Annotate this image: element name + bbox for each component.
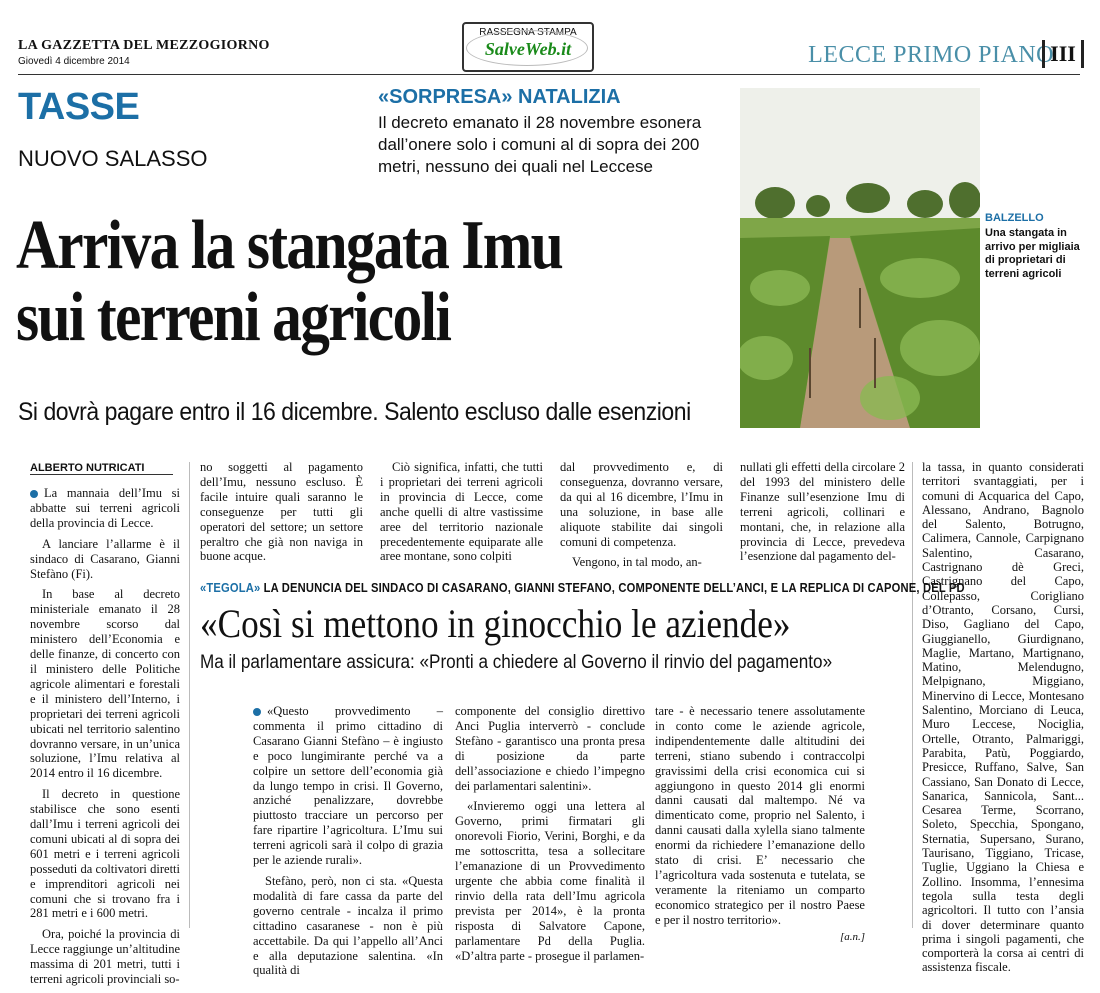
article2-paragraph: tare - è necessario tenere assolutamente in conto come le aziende agricole, indipendentemente dalle altitudini dei terreni, stiano subendo i contraccolpi gravissimi della crisi economica cui si aggiungono in questo 2014 gli enormi danni causati dal maltempo. Né va dimenticato come, proprio nel Salento, i danni causati dalla xylella siano talmente enormi da richiedere l’emanazione dello stato di crisi. E’ necessario che l’agricoltura vada sostenuta e tutelata, se veramente la riteniamo un comparto economico strategico per il nostro Paese e per il nostro territorio». [655, 704, 865, 927]
photo-caption-text: Una stangata in arrivo per migliaia di proprietari di terreni agricoli [985, 227, 1080, 280]
column-divider [189, 462, 190, 928]
article1-paragraph: dal provvedimento e, di conseguenza, dovranno versare, da qui al 16 dicembre, l’Imu in una soluzione, in base alle aliquote stabilite dai singoli comuni di competenza. [560, 460, 723, 549]
press-review-stamp [462, 22, 594, 72]
article2-paragraph [253, 704, 443, 868]
section-title: LECCE PRIMO PIANO [808, 42, 1054, 68]
page-number: III [1042, 40, 1084, 68]
article2-column-2 [455, 704, 645, 969]
article1-paragraph: Il decreto in questione stabilisce che sono esenti dall’Imu i terreni agricoli dei comuni ubicati al di sopra dei 601 metri e i terreni agricoli posseduti da coltivatori diretti e imprenditori agricoli nei comuni che si trovano fra i 281 metri e i 600 metri. [30, 787, 180, 921]
article1-paragraph: nullati gli effetti della circolare 2 del 1993 del ministero delle Finanze sull’esenzione Imu di terreni agricoli, collinari e montani, che, in relazione alla provincia di Lecce, prevedeva l’esenzione dal pagamento del- [740, 460, 905, 564]
masthead: LA GAZZETTA DEL MEZZOGIORNO [18, 38, 270, 53]
article1-paragraph: Vengono, in tal modo, an- [572, 555, 702, 570]
article1-paragraph [30, 486, 180, 531]
headline [16, 207, 628, 356]
article1-paragraph: la tassa, in quanto considerati territori svantaggiati, per i comuni di Acquarica del Capo, Alessano, Andrano, Bagnolo del Salento, Botrugno, Calimera, Cannole, Carpignano Salentino, Casarano, Castrignano dè Greci, Castrignano del Capo, Collepasso, Corigliano d’Otranto, Corsano, Cursi, Diso, Gagliano del Capo, Giuggianello, Giurdignano, Maglie, Martano, Martignano, Matino, Melendugno, Melpignano, Miggiano, Minervino di Lecce, Montesano Salentino, Morciano di Leuca, Muro Leccese, Nociglia, Ortelle, Otranto, Palmariggi, Parabita, Patù, Poggiardo, Presicce, Ruffano, Salve, San Cassiano, San Donato di Lecce, Sanarica, Sannicola, Sant... Cesarea Terme, Scorrano, Soleto, Specchia, Spongano, Sternatia, Supersano, Surano, Taurisano, Tiggiano, Tricase, Tuglie, Uggiano la Chiesa e Zollino. Insomma, l’ennesima tegola sulla testa degli agricoltori. Il tutto con l’ansia di dover determinare quanto prima i singoli pagamenti, che comporterà la corsa ai centri di assistenza fiscale. [922, 460, 1084, 975]
stamp-logo: SalveWeb.it [484, 39, 572, 59]
article1-column-5 [740, 460, 905, 570]
article2-subtitle: Ma il parlamentare assicura: «Pronti a chiedere al Governo il rinvio del pagamento» [200, 652, 833, 673]
article2-paragraph: Stefàno, però, non ci sta. «Questa modalità di fare cassa da parte del governo centrale - incalza il primo cittadino casaranese - non è più accettabile. Da qui l’appello all’Anci e alla deputazione salentina. «In qualità di [253, 873, 443, 978]
photo-caption-title: BALZELLO [985, 212, 1044, 224]
article2-paragraph: componente del consiglio direttivo Anci Puglia interverrò - conclude Stefàno - garantisco una pronta presa di posizione da parte dell’associazione e chiedo l’impegno dei parlamentari salentini». [455, 704, 645, 793]
headline-line-2: sui terreni agricoli [16, 279, 451, 356]
stamp-arc [466, 30, 588, 66]
vineyard-illustration [740, 88, 980, 428]
header-rule [18, 74, 1080, 75]
bullet-dot-icon [30, 490, 38, 498]
column-divider [912, 462, 913, 928]
bullet-dot-icon [253, 708, 261, 716]
publication-date: Giovedì 4 dicembre 2014 [18, 56, 130, 67]
article2-title: «Così si mettono in ginocchio le aziende» [200, 601, 791, 646]
article2-column-3 [655, 704, 865, 945]
article2-column-1 [253, 704, 443, 984]
article1-column-4 [560, 460, 723, 576]
headline-line-1: Arriva la stangata Imu [16, 207, 563, 284]
article1-paragraph: Ora, poiché la provincia di Lecce raggiunge un’altitudine massima di 201 metri, tutti i terreni agricoli provinciali so- [30, 927, 180, 987]
sorpresa-text: Il decreto emanato il 28 novembre esonera dall’onere solo i comuni al di sopra dei 200 metri, nessuno dei quali nel Leccese [378, 113, 702, 176]
article2-paragraph-text: «Questo provvedimento – commenta il primo cittadino di Casarano Gianni Stefàno – è ingiusto e poco lungimirante perché va a colpire un settore dell’economia già da lungo tempo in crisi. Il Governo, anziché penalizzare, dovrebbe piuttosto tracciare un percorso per fare ripartire l’agricoltura. L’Imu sui terreni agricoli sarà il colpo di grazia per le aziende rurali». [253, 704, 443, 868]
article2-kicker [200, 580, 965, 595]
kicker-subtitle: NUOVO SALASSO [18, 146, 208, 171]
article1-column-6 [922, 460, 1084, 981]
article2-paragraph: «Invieremo oggi una lettera al Governo, primi firmatari gli onorevoli Fiorio, Verini, Borghi, e da me sottoscritta, tesa a sollecitare l’emanazione di un Provvedimento urgente che abbia come finalità il rinvio della rata dell’Imu agricola prevista per 2014», è la pronta risposta di Salvatore Capone, parlamentare Pd della Puglia. «D’altra parte - prosegue il parlamen- [455, 799, 645, 963]
stamp-top-text: RASSEGNA STAMPA [479, 27, 577, 38]
subheadline: Si dovrà pagare entro il 16 dicembre. Salento escluso dalle esenzioni [18, 398, 691, 426]
article1-paragraph: Ciò significa, infatti, che tutti i proprietari dei terreni agricoli in provincia di Lecce, come anche quelli di altre vastissime aree del territorio nazionale precedentemente equiparate alle aree montane, sono colpiti [380, 460, 543, 564]
kicker-title: TASSE [18, 86, 140, 128]
article1-paragraph: no soggetti al pagamento dell’Imu, nessuno escluso. È facile intuire quali saranno le conseguenze per tutti gli operatori del settore; un settore peraltro che già non naviga in buone acque. [200, 460, 363, 564]
article1-paragraph: A lanciare l’allarme è il sindaco di Casarano, Gianni Stefàno (Fi). [30, 536, 180, 581]
signature-text: [a.n.] [839, 930, 865, 943]
article1-paragraph: In base al decreto ministeriale emanato il 28 novembre scorso dal ministero dell’Economia e delle finanze, di concerto con il ministero delle Politiche agricole alimentari e forestali e il ministero dell’Interno, i proprietari dei terreni agricoli ubicati nel territorio salentino dovranno versare, in un’unica soluzione, l’Imu relativa al 2014 entro il 16 dicembre. [30, 587, 180, 781]
article1-column-3 [380, 460, 543, 570]
article1-paragraph-text: La mannaia dell’Imu si abbatte sui terreni agricoli della provincia di Lecce. [30, 486, 180, 530]
article1-column-1 [30, 486, 180, 993]
tegola-text: LA DENUNCIA DEL SINDACO DI CASARANO, GIANNI STEFANO, COMPONENTE DELL’ANCI, E LA REPLICA DI CAPONE, DEL PD [263, 580, 965, 595]
byline: ALBERTO NUTRICATI [30, 462, 173, 475]
vineyard-photo [740, 88, 980, 428]
article1-column-2 [200, 460, 363, 570]
sorpresa-label: «SORPRESA» NATALIZIA [378, 86, 621, 108]
tegola-label: «TEGOLA» [200, 580, 261, 595]
